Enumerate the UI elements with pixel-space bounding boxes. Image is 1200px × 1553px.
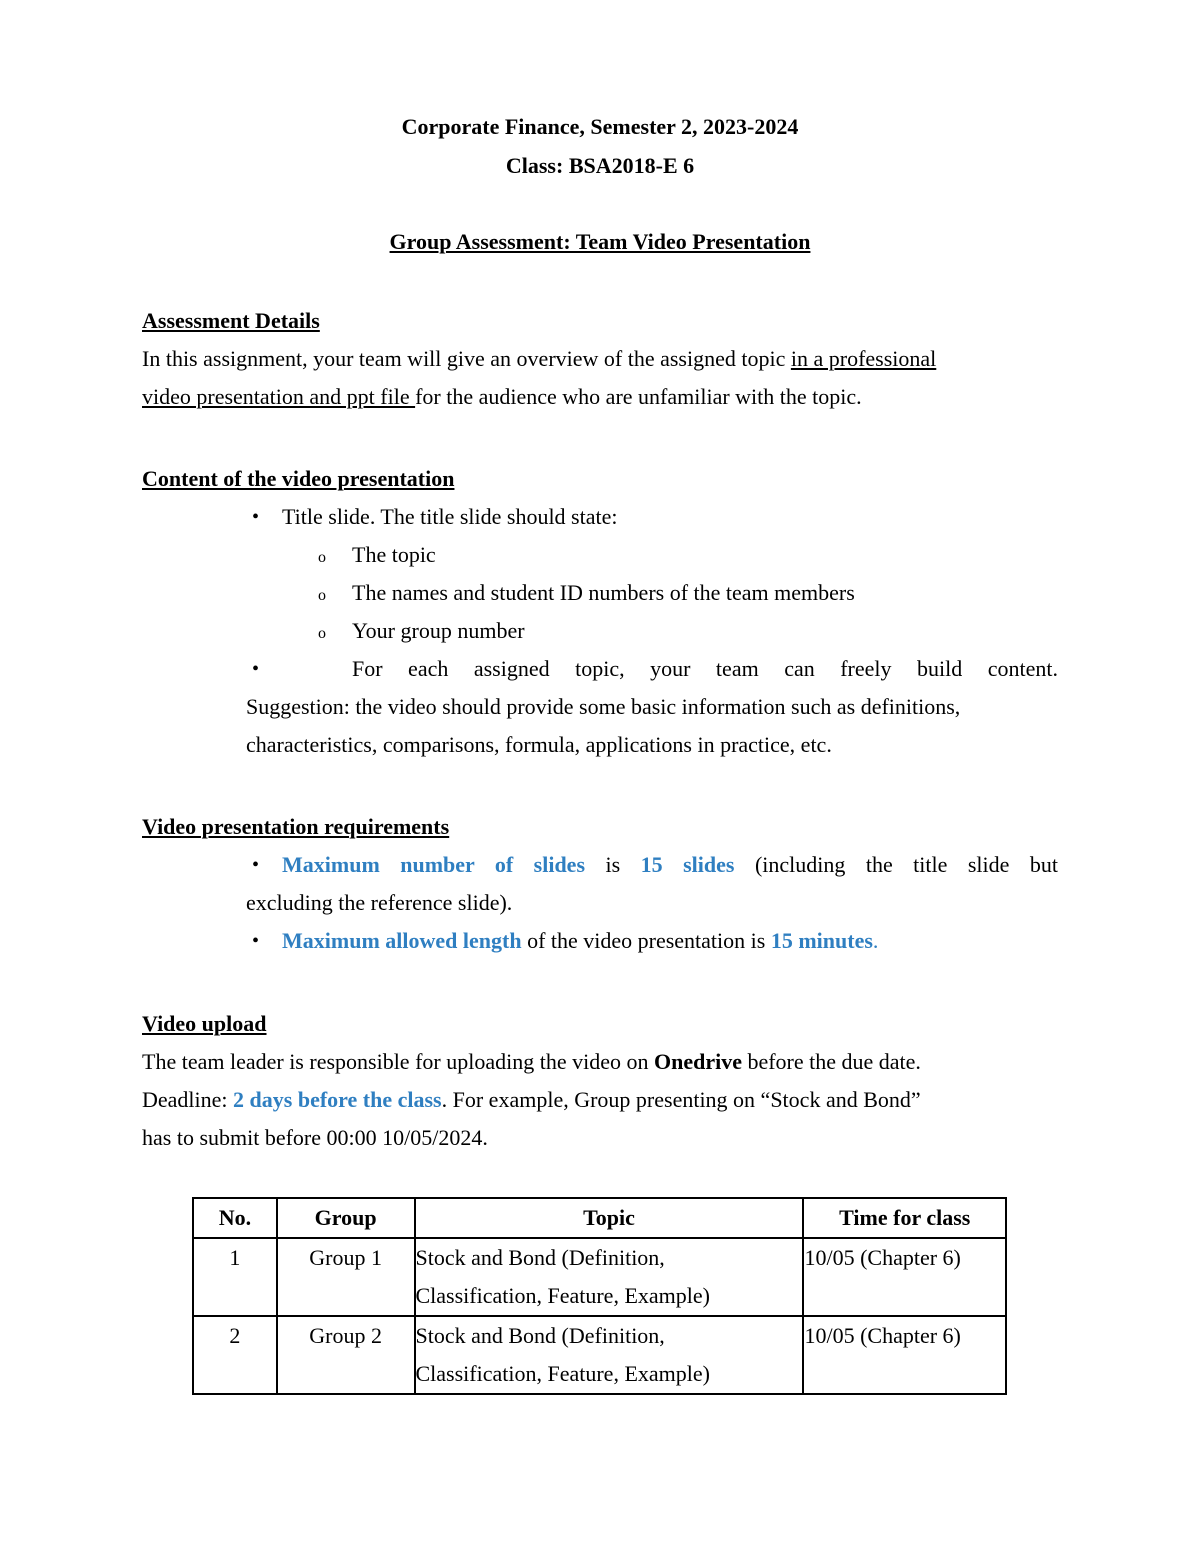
cell-time: 10/05 (Chapter 6) xyxy=(803,1238,1006,1316)
upload-heading: Video upload xyxy=(142,1011,267,1036)
sub-bullet-names: The names and student ID numbers of the team members xyxy=(352,580,855,605)
assessment-details-heading: Assessment Details xyxy=(142,308,320,333)
requirement-max-slides: Maximum number of slides is 15 slides (including the title slide but xyxy=(282,852,1058,877)
table-row xyxy=(193,1238,1006,1316)
course-title: Corporate Finance, Semester 2, 2023-2024 xyxy=(401,114,799,139)
class-code: Class: BSA2018-E 6 xyxy=(505,153,695,178)
requirement-max-slides-cont: excluding the reference slide). xyxy=(246,890,513,915)
sub-bullet-topic: The topic xyxy=(352,542,436,567)
bullet-glyph: • xyxy=(252,658,260,680)
sub-bullet-glyph: o xyxy=(318,549,326,566)
upload-line-2: Deadline: 2 days before the class. For example, Group presenting on “Stock and Bond” xyxy=(142,1087,921,1112)
header-group: Group xyxy=(277,1198,415,1238)
header-topic: Topic xyxy=(415,1198,804,1238)
header-time: Time for class xyxy=(803,1198,1006,1238)
requirement-max-length: Maximum allowed length of the video presentation is 15 minutes. xyxy=(282,928,879,953)
bullet-free-content: For each assigned topic, your team can freely build content. xyxy=(352,656,1058,681)
bullet-glyph: • xyxy=(252,854,260,876)
sub-bullet-glyph: o xyxy=(318,625,326,642)
cell-topic: Stock and Bond (Definition, Classification, Feature, Example) xyxy=(415,1316,804,1394)
cell-topic: Stock and Bond (Definition, Classification, Feature, Example) xyxy=(415,1238,804,1316)
cell-group: Group 2 xyxy=(277,1316,415,1394)
sub-bullet-glyph: o xyxy=(318,587,326,604)
cell-no: 1 xyxy=(193,1238,277,1316)
cell-time: 10/05 (Chapter 6) xyxy=(803,1316,1006,1394)
upload-line-3: has to submit before 00:00 10/05/2024. xyxy=(142,1125,488,1150)
upload-line-1: The team leader is responsible for uploading the video on Onedrive before the due date. xyxy=(142,1049,921,1074)
topics-table xyxy=(192,1197,1007,1395)
content-heading: Content of the video presentation xyxy=(142,466,455,491)
suggestion-line-1: Suggestion: the video should provide some basic information such as definitions, xyxy=(246,694,961,719)
requirements-heading: Video presentation requirements xyxy=(142,814,450,839)
table-row xyxy=(193,1316,1006,1394)
assessment-details-line-2: video presentation and ppt file for the audience who are unfamiliar with the topic. xyxy=(142,384,862,409)
cell-no: 2 xyxy=(193,1316,277,1394)
suggestion-line-2: characteristics, comparisons, formula, applications in practice, etc. xyxy=(246,732,832,757)
bullet-glyph: • xyxy=(252,930,260,952)
cell-group: Group 1 xyxy=(277,1238,415,1316)
bullet-title-slide: Title slide. The title slide should state: xyxy=(282,504,618,529)
assessment-title: Group Assessment: Team Video Presentation xyxy=(389,229,811,254)
header-no: No. xyxy=(193,1198,277,1238)
bullet-glyph: • xyxy=(252,506,260,528)
sub-bullet-group-number: Your group number xyxy=(352,618,525,643)
table-header-row xyxy=(193,1198,1006,1238)
assessment-details-line-1: In this assignment, your team will give an overview of the assigned topic in a professional xyxy=(142,346,937,371)
